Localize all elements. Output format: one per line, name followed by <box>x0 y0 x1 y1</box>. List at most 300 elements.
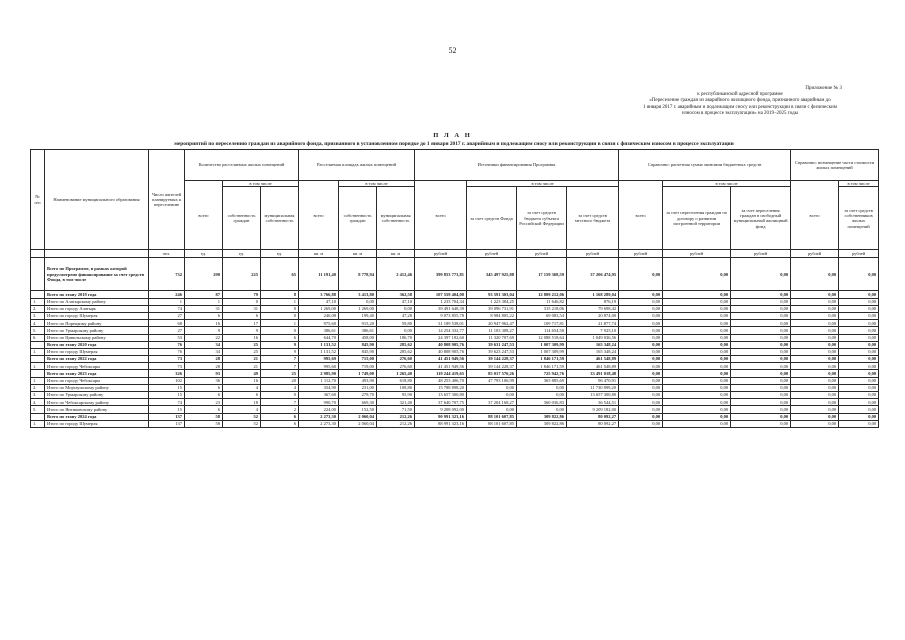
row-value: 39 491 648,39 <box>415 305 467 312</box>
row-value: 0,00 <box>731 312 791 319</box>
unit-cell: кв. м <box>299 250 339 258</box>
row-value: 1 <box>261 320 299 327</box>
row-value: 74 <box>149 399 185 406</box>
header-incl: в том числе <box>663 181 791 187</box>
row-value: 34 <box>185 341 223 348</box>
row-value: 96 470,91 <box>567 377 619 384</box>
header-count-citizens: собственность граждан <box>223 187 261 250</box>
row-value: 0,00 <box>791 312 839 319</box>
row-value: 85 017 576,26 <box>467 370 517 377</box>
row-value: 2 273,30 <box>299 413 339 420</box>
row-value: 0,00 <box>663 413 731 420</box>
row-value: 28 <box>185 356 223 363</box>
row-value: 0,00 <box>339 298 377 305</box>
row-number: 5. <box>31 406 45 413</box>
row-value: 11 730 899,20 <box>567 384 619 391</box>
row-value: 0,00 <box>663 348 731 355</box>
row-value: 58 <box>185 413 223 420</box>
row-value: 0,00 <box>791 392 839 399</box>
row-value: 20 <box>261 377 299 384</box>
row-value: 37 640 707,75 <box>415 399 467 406</box>
row-value: 0,00 <box>839 420 879 427</box>
row-number <box>31 356 45 363</box>
row-value: 3 413,80 <box>339 291 377 298</box>
row-value: 17 159 368,59 <box>517 258 567 291</box>
row-value: 0,00 <box>791 420 839 427</box>
row-value: 1 269,00 <box>339 305 377 312</box>
row-value: 48 253 406,70 <box>415 377 467 384</box>
row-value: 20 874,00 <box>567 312 619 319</box>
row-value: 0,00 <box>839 406 879 413</box>
row-number: 4. <box>31 320 45 327</box>
row-value: 0,00 <box>839 258 879 291</box>
row-value: 6 <box>261 413 299 420</box>
appendix-line: к республиканской адресной программе <box>697 92 783 98</box>
row-value: 0,00 <box>663 298 731 305</box>
row-value: 27 <box>149 312 185 319</box>
row-value: 1 168 289,04 <box>567 291 619 298</box>
row-value: 309 822,86 <box>517 420 567 427</box>
row-number: 5. <box>31 327 45 334</box>
row-value: 732 <box>149 258 185 291</box>
table-row <box>31 305 879 312</box>
header-incl: в том числе <box>223 181 299 187</box>
row-value: 0,00 <box>467 384 517 391</box>
row-name: Итого по Янтиковскому району <box>45 406 149 413</box>
row-value: 31 <box>185 305 223 312</box>
unit-cell: рублей <box>731 250 791 258</box>
row-value: 0,00 <box>619 363 663 370</box>
row-value: 0,00 <box>839 399 879 406</box>
row-value: 0,00 <box>619 258 663 291</box>
row-value: 25 <box>223 348 261 355</box>
row-value: 40 808 905,76 <box>415 341 467 348</box>
row-value: 39 096 731,91 <box>467 305 517 312</box>
unit-cell: рублей <box>663 250 731 258</box>
row-name: Всего по этапу 2022 года <box>45 356 149 363</box>
row-value: 87 <box>185 291 223 298</box>
row-value: 345 497 925,88 <box>467 258 517 291</box>
row-value: 1 <box>185 298 223 305</box>
row-value: 199,40 <box>339 312 377 319</box>
document-title: П Л А Н <box>433 132 472 139</box>
row-value: 1 265,40 <box>377 370 415 377</box>
row-value: 186,70 <box>377 334 415 341</box>
row-value: 9 208 092,00 <box>415 406 467 413</box>
row-value: 0,00 <box>663 384 731 391</box>
row-value: 9 <box>261 348 299 355</box>
row-value: 0,00 <box>731 334 791 341</box>
row-value: 8 <box>261 291 299 298</box>
row-value: 315 218,06 <box>517 305 567 312</box>
row-value: 386,61 <box>299 327 339 334</box>
row-value: 33 491 018,48 <box>567 370 619 377</box>
unit-cell: кв. м <box>377 250 415 258</box>
table-row <box>31 413 879 420</box>
row-value: 715,00 <box>339 356 377 363</box>
row-value: 90 991 323,16 <box>415 413 467 420</box>
row-value: 8 778,94 <box>339 258 377 291</box>
row-value: 0,00 <box>517 406 567 413</box>
row-value: 0,00 <box>791 291 839 298</box>
row-value: 0,00 <box>663 320 731 327</box>
row-value: 31 189 538,01 <box>415 320 467 327</box>
row-value: 9 <box>223 327 261 334</box>
row-value: 0,00 <box>619 320 663 327</box>
row-value: 0,00 <box>839 370 879 377</box>
row-name: Итого по Моргаушскому району <box>45 384 149 391</box>
table-row <box>31 377 879 384</box>
table-row <box>31 356 879 363</box>
table-row <box>31 341 879 348</box>
row-value: 95,90 <box>377 392 415 399</box>
row-value: 1 049 036,56 <box>567 334 619 341</box>
row-value: 47,10 <box>299 298 339 305</box>
row-value: 34 <box>185 348 223 355</box>
unit-cell: рублей <box>517 250 567 258</box>
row-value: 0,00 <box>731 305 791 312</box>
header-subject-budget: за счет средств бюджета субъекта Российской Федерации <box>517 187 567 250</box>
row-value: 0,00 <box>791 341 839 348</box>
row-value: 1 846 171,59 <box>517 363 567 370</box>
header-incl: в том числе <box>839 181 879 187</box>
row-value: 6 <box>185 392 223 399</box>
row-value: 0,00 <box>663 392 731 399</box>
table-row <box>31 258 879 291</box>
row-value: 137 <box>149 420 185 427</box>
row-value: 73 <box>149 363 185 370</box>
header-area-municipal: муниципальная собственность <box>377 187 415 250</box>
row-value: 321,40 <box>377 399 415 406</box>
table-row <box>31 334 879 341</box>
unit-cell: кв. м <box>339 250 377 258</box>
row-value: 2 060,04 <box>339 413 377 420</box>
row-value: 0,00 <box>619 413 663 420</box>
table-row <box>31 312 879 319</box>
row-value: 11 191,40 <box>299 258 339 291</box>
unit-cell: рублей <box>567 250 619 258</box>
row-value: 2 <box>261 406 299 413</box>
row-value: 845,90 <box>339 348 377 355</box>
row-value: 27 <box>149 327 185 334</box>
row-value: 0,00 <box>839 392 879 399</box>
row-value: 0 <box>261 392 299 399</box>
row-value: 6 <box>223 392 261 399</box>
row-value: 165 348,24 <box>567 348 619 355</box>
row-value: 80 092,27 <box>567 420 619 427</box>
row-value: 0,00 <box>839 334 879 341</box>
row-name: Итого по городу Шумерля <box>45 312 149 319</box>
row-value: 225 <box>223 258 261 291</box>
row-value: 0,00 <box>619 334 663 341</box>
row-value: 0,00 <box>839 291 879 298</box>
table-header <box>31 150 879 258</box>
row-value: 0,00 <box>731 356 791 363</box>
row-value: 52 <box>223 413 261 420</box>
row-value: 0,00 <box>619 348 663 355</box>
table-row <box>31 406 879 413</box>
row-value: 0,00 <box>839 384 879 391</box>
row-value: 0,00 <box>619 327 663 334</box>
row-number: 3. <box>31 392 45 399</box>
row-value: 0,00 <box>731 377 791 384</box>
row-value: 0,00 <box>663 370 731 377</box>
row-value: 0,00 <box>619 312 663 319</box>
row-value: 1 <box>149 298 185 305</box>
header-residents: Число жителей планируемых к переселению <box>149 150 185 250</box>
row-value: 0,00 <box>619 392 663 399</box>
row-value: 0,00 <box>663 291 731 298</box>
row-value: 0,00 <box>731 406 791 413</box>
row-number: 2. <box>31 384 45 391</box>
row-value: 13 657 300,80 <box>567 392 619 399</box>
row-value: 6 <box>185 406 223 413</box>
row-value: 28 <box>185 363 223 370</box>
unit-cell: ед. <box>223 250 261 258</box>
header-name: Наименование муниципального образования <box>45 150 149 250</box>
row-value: 137 <box>149 413 185 420</box>
row-value: 39 144 228,37 <box>467 356 517 363</box>
row-value: 0,00 <box>731 420 791 427</box>
table-row <box>31 298 879 305</box>
units-row <box>31 250 879 258</box>
row-value: 2 060,04 <box>339 420 377 427</box>
header-group-reference-savings: Справочно: расчетная сумма экономии бюджетных средств <box>619 150 791 181</box>
header-count-total: всего <box>185 181 223 250</box>
header-group-count: Количество расселяемых жилых помещений <box>185 150 299 181</box>
row-value: 0 <box>261 327 299 334</box>
row-name: Итого по Урмарскому району <box>45 392 149 399</box>
row-value: 47,28 <box>377 312 415 319</box>
row-value: 458,00 <box>339 334 377 341</box>
header-group-reference-compensation: Справочно: возмещение части стоимости жилых помещений <box>791 150 879 181</box>
row-value: 0,00 <box>619 420 663 427</box>
appendix-line: «Переселение граждан из аварийного жилищного фонда, признанного аварийным до <box>649 98 831 104</box>
row-value: 107 559 404,08 <box>415 291 467 298</box>
row-value: 0,00 <box>839 348 879 355</box>
row-value: 0 <box>223 298 261 305</box>
row-value: 68 <box>149 320 185 327</box>
header-fund: за счет средств Фонда <box>467 187 517 250</box>
row-value: 1 007 309,99 <box>517 341 567 348</box>
row-name: Итого по городу Шумерля <box>45 348 149 355</box>
header-savings-total: всего <box>619 181 663 250</box>
row-value: 0 <box>261 305 299 312</box>
unit-cell: чел. <box>149 250 185 258</box>
row-value: 354,90 <box>299 384 339 391</box>
unit-cell: рублей <box>415 250 467 258</box>
row-value: 0,00 <box>663 420 731 427</box>
row-value: 309 822,86 <box>517 413 567 420</box>
appendix-line: износом в процессе эксплуатации» на 2019–2025 годы <box>682 110 798 116</box>
row-value: 0,00 <box>663 258 731 291</box>
row-number <box>31 341 45 348</box>
row-value: 0,00 <box>791 258 839 291</box>
row-value: 0,00 <box>731 370 791 377</box>
row-value: 25 <box>261 370 299 377</box>
row-value: 1 131,52 <box>299 341 339 348</box>
row-value: 0,00 <box>791 348 839 355</box>
row-value: 279,70 <box>339 392 377 399</box>
row-value: 0,00 <box>791 363 839 370</box>
row-value: 0,00 <box>619 370 663 377</box>
row-value: 0,00 <box>619 356 663 363</box>
row-value: 0,00 <box>663 377 731 384</box>
row-value: 0,00 <box>791 305 839 312</box>
row-value: 0,00 <box>791 406 839 413</box>
table-row <box>31 392 879 399</box>
header-eco-relocation: за счет переселения граждан по договору о развитии застроенной территории <box>663 187 731 250</box>
row-value: 9 073 855,78 <box>415 312 467 319</box>
row-value: 0,00 <box>791 399 839 406</box>
row-value: 13 657 300,80 <box>415 392 467 399</box>
row-value: 88 991 323,16 <box>415 420 467 427</box>
row-value: 1 223 384,25 <box>467 298 517 305</box>
row-value: 14 254 332,77 <box>415 327 467 334</box>
row-value: 0,00 <box>517 392 567 399</box>
row-value: 1 233 704,34 <box>415 298 467 305</box>
row-value: 0,00 <box>731 327 791 334</box>
unit-cell: рублей <box>619 250 663 258</box>
row-name: Итого по Урмарскому району <box>45 327 149 334</box>
row-value: 0,00 <box>791 413 839 420</box>
row-value: 0,00 <box>731 413 791 420</box>
row-value: 0,00 <box>731 399 791 406</box>
row-value: 0,00 <box>839 305 879 312</box>
row-value: 9 <box>185 327 223 334</box>
row-value: 39 631 247,53 <box>467 341 517 348</box>
row-value: 108,80 <box>377 384 415 391</box>
table-row <box>31 363 879 370</box>
row-value: 6 <box>261 420 299 427</box>
header-area-total: всего <box>299 181 339 250</box>
row-value: 0,00 <box>663 305 731 312</box>
row-value: 119 244 419,65 <box>415 370 467 377</box>
row-number: 2. <box>31 305 45 312</box>
row-value: 0,00 <box>791 298 839 305</box>
row-value: 990,70 <box>299 399 339 406</box>
row-value: 15 <box>149 392 185 399</box>
row-name: Итого по городу Шумерля <box>45 420 149 427</box>
row-value: 71,50 <box>377 406 415 413</box>
row-value: 165 348,24 <box>567 341 619 348</box>
row-value: 1 131,52 <box>299 348 339 355</box>
row-value: 876,19 <box>567 298 619 305</box>
row-name: Всего по этапу 2023 года <box>45 370 149 377</box>
row-value: 461 548,89 <box>567 363 619 370</box>
row-value: 76 <box>149 348 185 355</box>
row-value: 362,58 <box>377 291 415 298</box>
row-value: 0,00 <box>731 341 791 348</box>
row-name: Итого по Алатырскому району <box>45 298 149 305</box>
row-value: 461 548,89 <box>567 356 619 363</box>
header-funding-total: всего <box>415 181 467 250</box>
row-value: 0,00 <box>663 312 731 319</box>
row-value: 73 <box>149 356 185 363</box>
header-incl: в том числе <box>339 181 415 187</box>
row-value: 6 <box>185 312 223 319</box>
row-value: 2 985,90 <box>299 370 339 377</box>
table-row <box>31 399 879 406</box>
row-value: 0,00 <box>517 384 567 391</box>
row-value: 367,60 <box>299 392 339 399</box>
row-value: 0,00 <box>839 298 879 305</box>
row-value: 16 <box>223 334 261 341</box>
row-value: 0,00 <box>731 298 791 305</box>
row-value: 39 144 228,37 <box>467 363 517 370</box>
row-value: 0,00 <box>619 298 663 305</box>
row-value: 0,00 <box>731 392 791 399</box>
row-value: 386,61 <box>339 327 377 334</box>
row-value: 326 <box>149 370 185 377</box>
row-value: 1 <box>261 298 299 305</box>
row-name: Итого по городу Чебоксары <box>45 363 149 370</box>
row-number: 1. <box>31 363 45 370</box>
row-value: 80 092,27 <box>567 413 619 420</box>
row-value: 0,00 <box>663 356 731 363</box>
row-value: 285,62 <box>377 348 415 355</box>
row-value: 15 <box>149 384 185 391</box>
row-name: Всего по этапу 2024 года <box>45 413 149 420</box>
unit-cell: рублей <box>791 250 839 258</box>
row-value: 0,00 <box>663 327 731 334</box>
row-value: 0,00 <box>619 399 663 406</box>
row-value: 0,00 <box>619 305 663 312</box>
row-number <box>31 258 45 291</box>
row-value: 4 <box>223 384 261 391</box>
row-value: 276,60 <box>377 363 415 370</box>
row-value: 59,80 <box>377 320 415 327</box>
row-value: 11 646,82 <box>517 298 567 305</box>
row-value: 52 <box>223 420 261 427</box>
table-row <box>31 384 879 391</box>
row-name: Итого по Цивильскому району <box>45 334 149 341</box>
row-value: 669,30 <box>339 399 377 406</box>
row-value: 2 412,46 <box>377 258 415 291</box>
row-name: Всего по этапу 2019 года <box>45 291 149 298</box>
row-value: 7 <box>261 399 299 406</box>
row-value: 845,90 <box>339 341 377 348</box>
row-value: 0,00 <box>791 334 839 341</box>
row-value: 88 101 607,85 <box>467 413 517 420</box>
row-value: 0,00 <box>731 348 791 355</box>
row-value: 0,00 <box>839 327 879 334</box>
row-value: 0,00 <box>839 413 879 420</box>
row-value: 0,00 <box>731 258 791 291</box>
row-value: 1 749,00 <box>339 370 377 377</box>
row-value: 1 269,00 <box>299 305 339 312</box>
row-value: 0,00 <box>791 377 839 384</box>
row-value: 15 788 898,20 <box>415 384 467 391</box>
row-value: 9 <box>261 341 299 348</box>
row-value: 6 <box>261 334 299 341</box>
row-value: 16 <box>185 320 223 327</box>
header-area-citizens: собственность граждан <box>339 187 377 250</box>
row-value: 16 <box>223 377 261 384</box>
row-value: 0,00 <box>663 399 731 406</box>
row-value: 23 <box>185 399 223 406</box>
row-value: 37 204 168,27 <box>467 399 517 406</box>
row-value: 40 808 905,76 <box>415 348 467 355</box>
appendix-note <box>620 86 860 117</box>
row-value: 0,00 <box>619 341 663 348</box>
row-value: 0,00 <box>791 327 839 334</box>
row-value: 0,00 <box>731 384 791 391</box>
row-value: 102 <box>149 377 185 384</box>
row-value: 618,80 <box>377 377 415 384</box>
header-comp-total: всего <box>791 181 839 250</box>
header-local-budget: за счет средств местного бюджета <box>567 187 619 250</box>
